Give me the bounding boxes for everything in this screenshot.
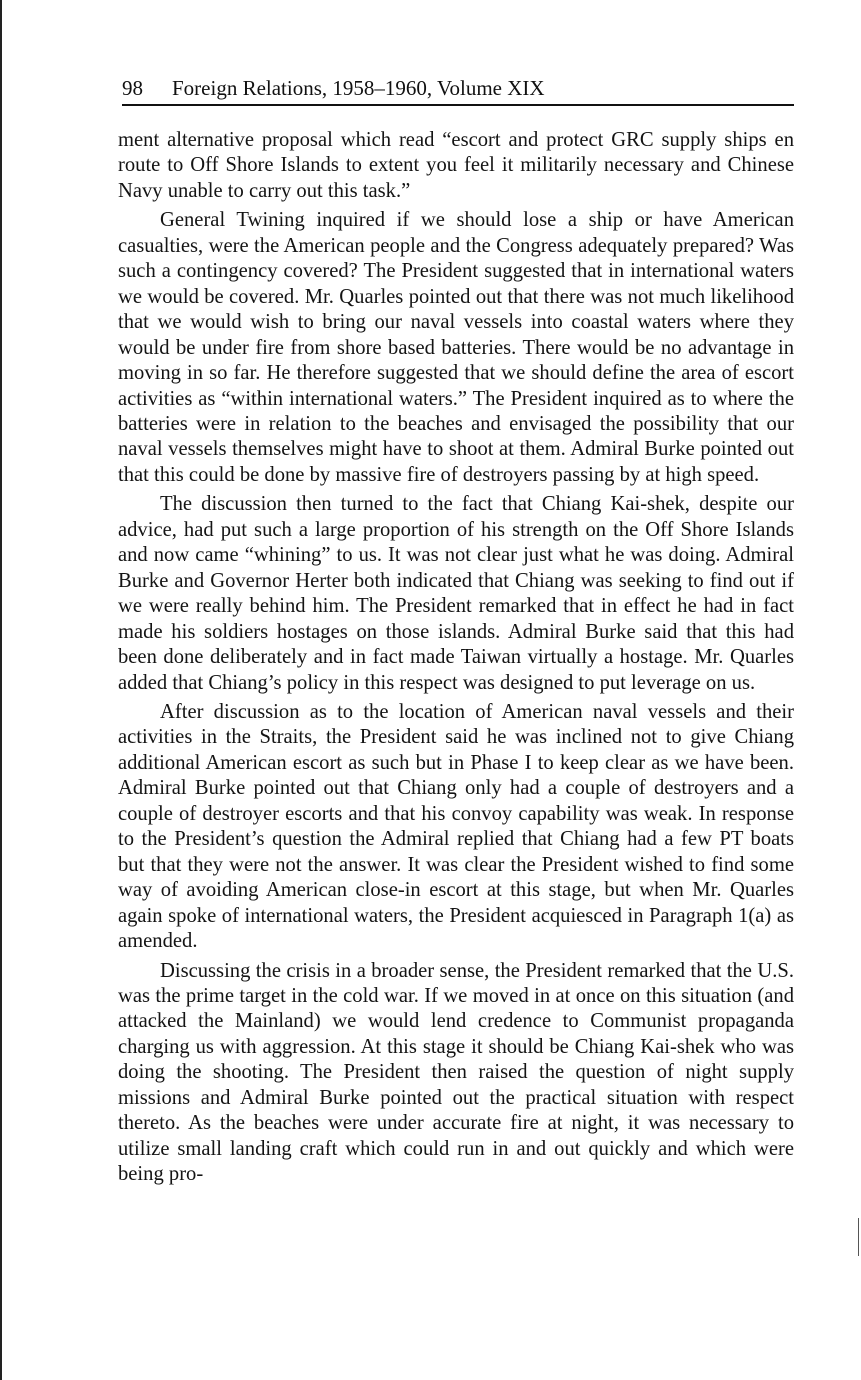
running-title: Foreign Relations, 1958–1960, Volume XIX — [172, 76, 545, 100]
paragraph: The discussion then turned to the fact that Chiang Kai-shek, despite our advice, had put such a large proportion of his strength on the Off Shore Islands and now came “whining” to us. It was not clear just what he was doing. Admiral Burke and Governor Herter both indicated that Chiang was seeking to find out if we were really behind him. The President remarked that in effect he had in fact made his soldiers hostages on those islands. Admiral Burke said that this had been done deliberately and in fact made Taiwan virtually a hostage. Mr. Quarles added that Chiang’s policy in this respect was designed to put leverage on us. — [118, 493, 794, 694]
body-text — [118, 128, 794, 1192]
header-rule — [122, 104, 794, 106]
running-header — [122, 76, 794, 102]
page-number: 98 — [122, 76, 143, 100]
paragraph-continued: ment alternative proposal which read “escort and protect GRC supply ships en route to Off Shore Islands to extent you feel it militarily necessary and Chinese Navy unable to carry out this task.” — [118, 129, 794, 202]
paragraph: Discussing the crisis in a broader sense, the President remarked that the U.S. was the prime target in the cold war. If we moved in at once on this situation (and attacked the Mainland) we would lend credence to Communist propaganda charging us with aggression. At this stage it should be Chiang Kai-shek who was doing the shooting. The President then raised the question of night supply missions and Admiral Burke pointed out the practical situation with respect thereto. As the beaches were under accurate fire at night, it was necessary to utilize small landing craft which could run in and out quickly and which were being pro- — [118, 959, 794, 1186]
scan-edge-left — [0, 0, 2, 1380]
paragraph: After discussion as to the location of American naval vessels and their activities in the Straits, the President said he was inclined not to give Chiang additional American escort as such but in Phase I to keep clear as we have been. Admiral Burke pointed out that Chiang only had a couple of destroyers and a couple of destroyer escorts and that his convoy capability was weak. In response to the President’s question the Admiral replied that Chiang had a few PT boats but that they were not the answer. It was clear the President wished to find some way of avoiding American close-in escort at this stage, but when Mr. Quarles again spoke of international waters, the President acquiesced in Paragraph 1(a) as amended. — [118, 700, 794, 953]
paragraph: General Twining inquired if we should lose a ship or have American casualties, were the American people and the Congress adequately prepared? Was such a contingency covered? The President suggested that in international waters we would be covered. Mr. Quarles pointed out that there was not much likelihood that we would wish to bring our naval vessels into coastal waters where they would be under fire from shore based batteries. There would be no advantage in moving in so far. He therefore suggested that we should define the area of escort activities as “within international waters.” The President inquired as to where the batteries were in relation to the beaches and envisaged the possibility that our naval vessels themselves might have to shoot at them. Admiral Burke pointed out that this could be done by massive fire of destroyers passing by at high speed. — [118, 209, 794, 486]
scan-edge-right — [858, 1218, 859, 1256]
